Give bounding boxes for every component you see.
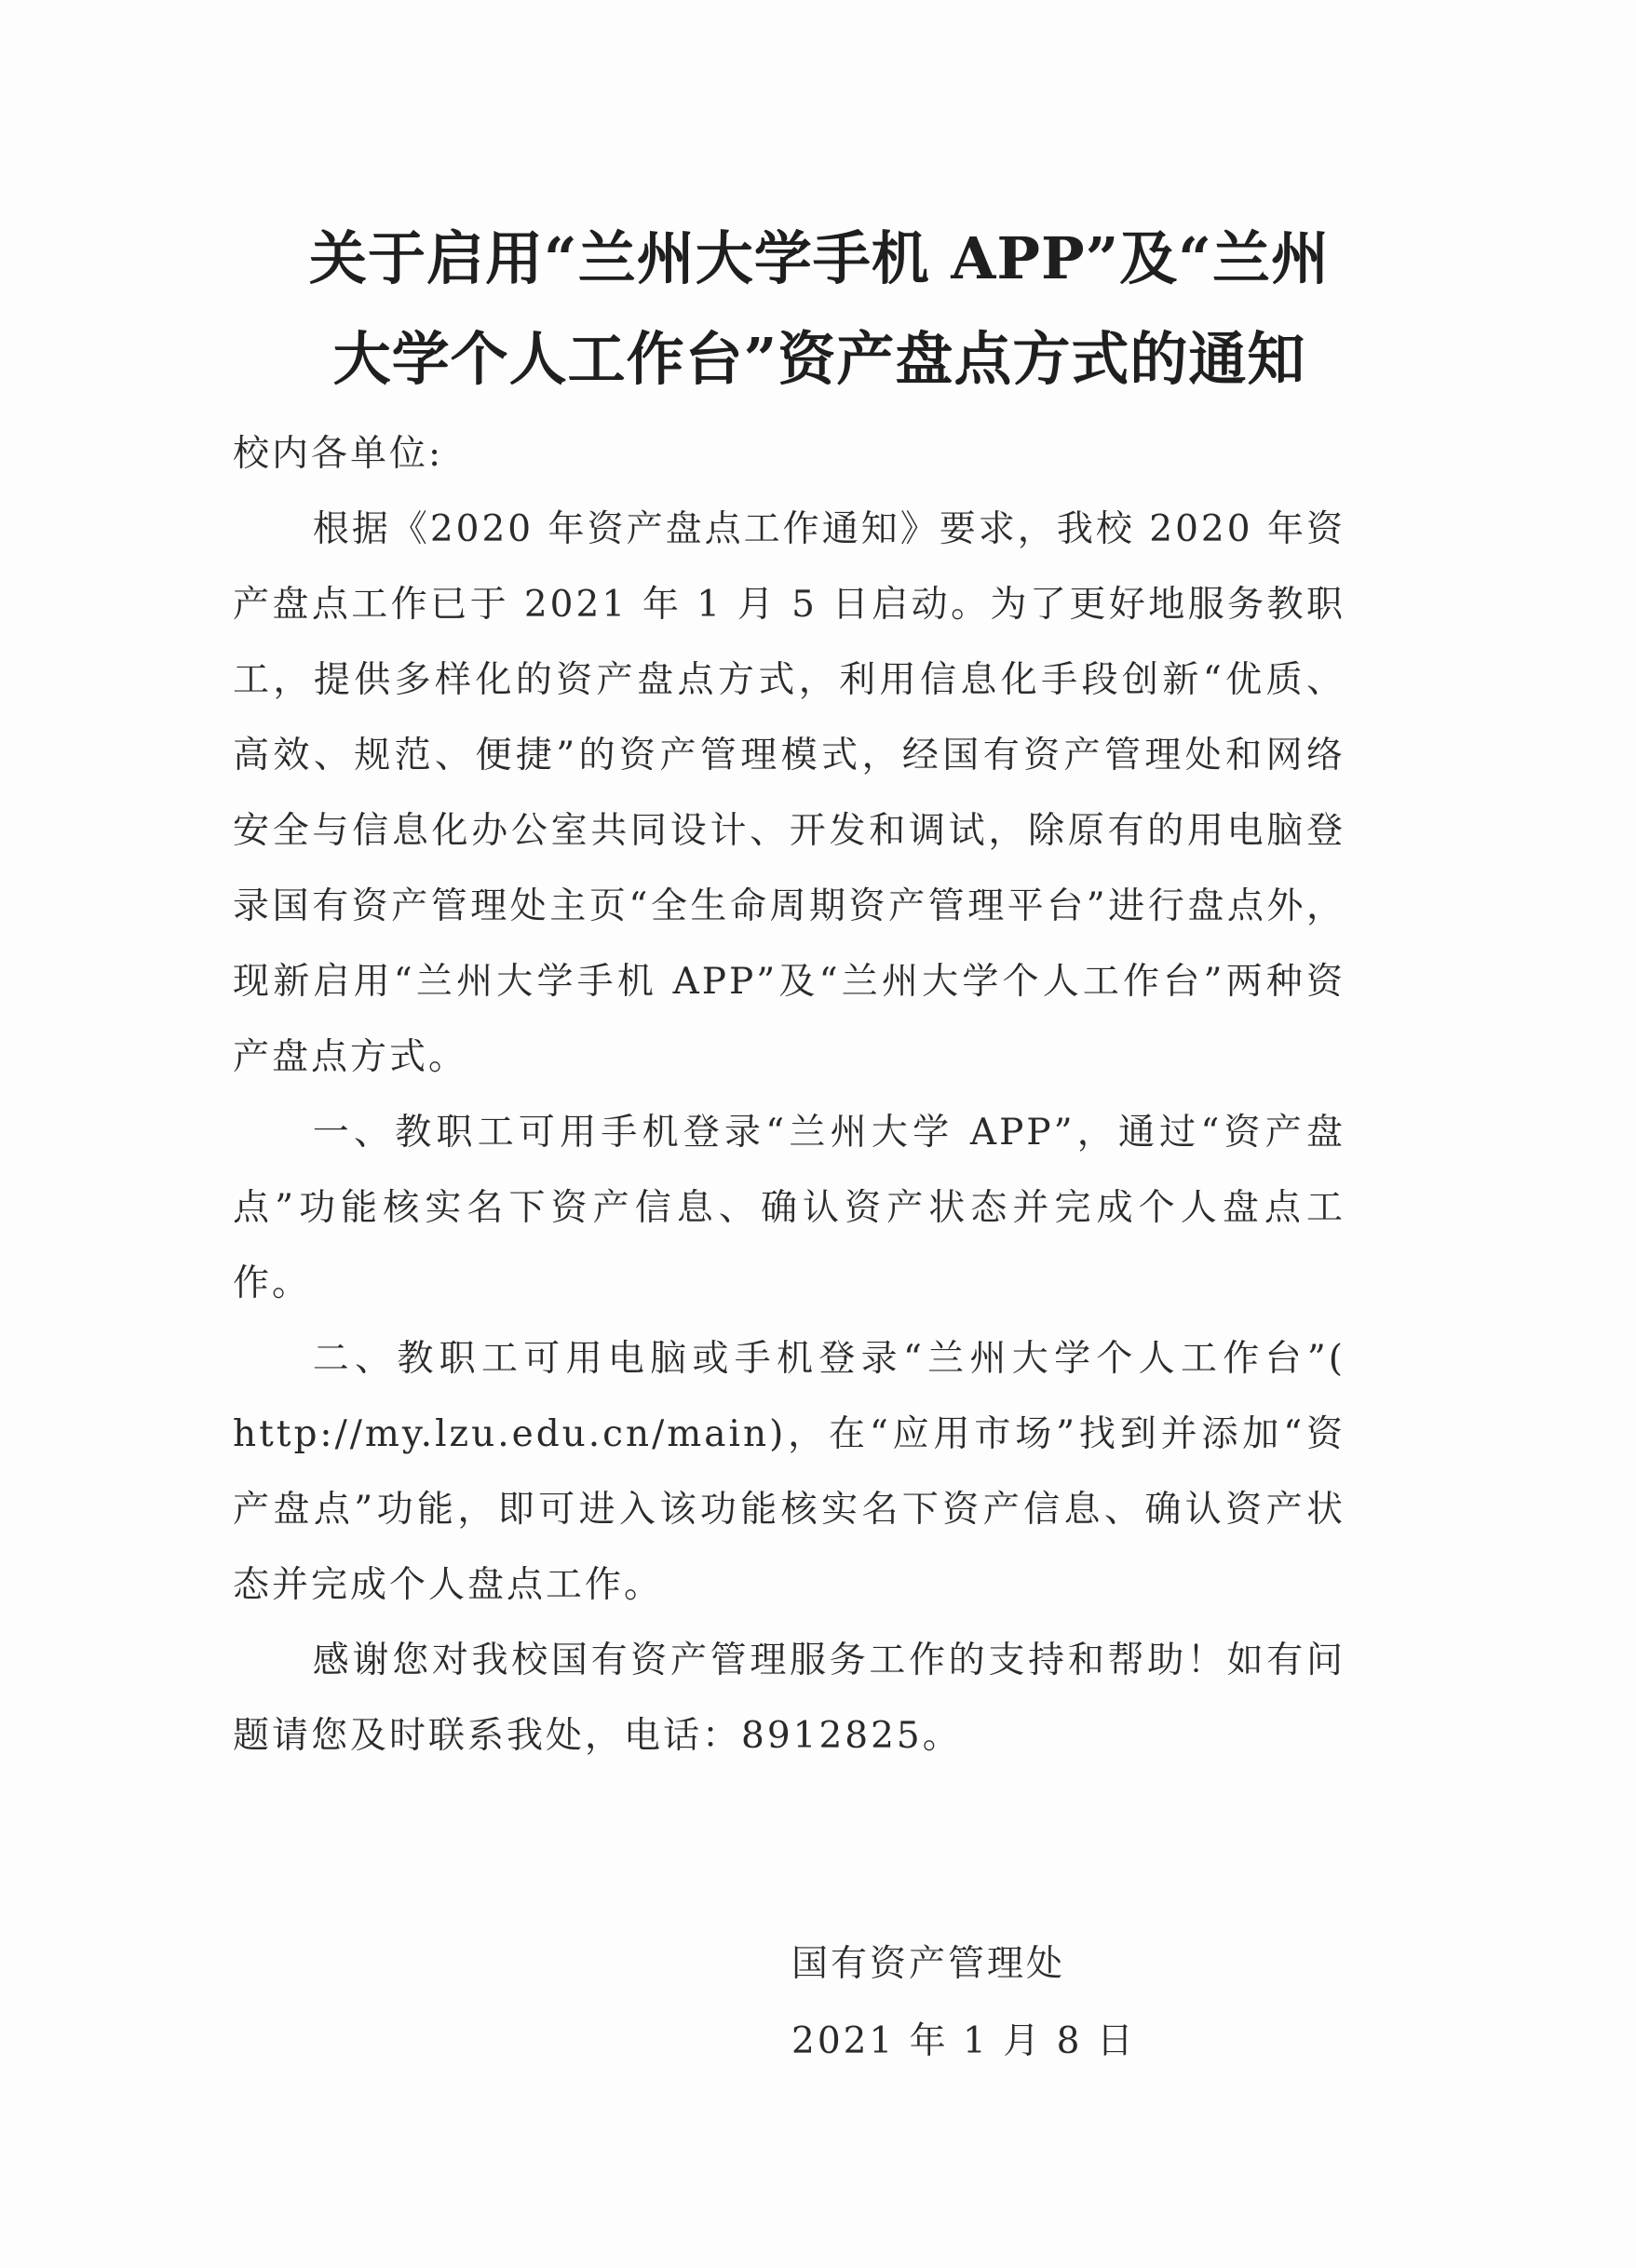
title-line-2: 大学个人工作台”资产盘点方式的通知: [332, 324, 1306, 393]
signature-date: 2021 年 1 月 8 日: [791, 2020, 1136, 2062]
document-title: [186, 209, 1453, 410]
salutation: 校内各单位:: [233, 433, 444, 475]
signature-organization: 国有资产管理处: [791, 1943, 1066, 1985]
paragraph-intro: 根据《2020 年资产盘点工作通知》要求，我校 2020 年资产盘点工作已于 2021 年 1 月 5 日启动。为了更好地服务教职工，提供多样化的资产盘点方式，利用信息化手段创新“优质、高效、规范、便捷”的资产管理模式，经国有资产管理处和网络安全与信息化办公室共同设计、开发和调试，除原有的用电脑登录国有资产管理处主页“全生命周期资产管理平台”进行盘点外，现新启用“兰州大学手机 APP”及“兰州大学个人工作台”两种资产盘点方式。: [233, 508, 1345, 1078]
paragraph-method-workbench: 二、教职工可用电脑或手机登录“兰州大学个人工作台”( http://my.lzu.edu.cn/main)，在“应用市场”找到并添加“资产盘点”功能，即可进入该功能核实名下资产信息、确认资产状态并完成个人盘点工作。: [233, 1338, 1345, 1606]
paragraph-method-app: 一、教职工可用手机登录“兰州大学 APP”，通过“资产盘点”功能核实名下资产信息、确认资产状态并完成个人盘点工作。: [233, 1112, 1345, 1304]
title-line-1: 关于启用“兰州大学手机 APP”及“兰州: [309, 223, 1330, 292]
paragraph-thanks-contact: 感谢您对我校国有资产管理服务工作的支持和帮助！如有问题请您及时联系我处，电话：8912825。: [233, 1640, 1345, 1757]
